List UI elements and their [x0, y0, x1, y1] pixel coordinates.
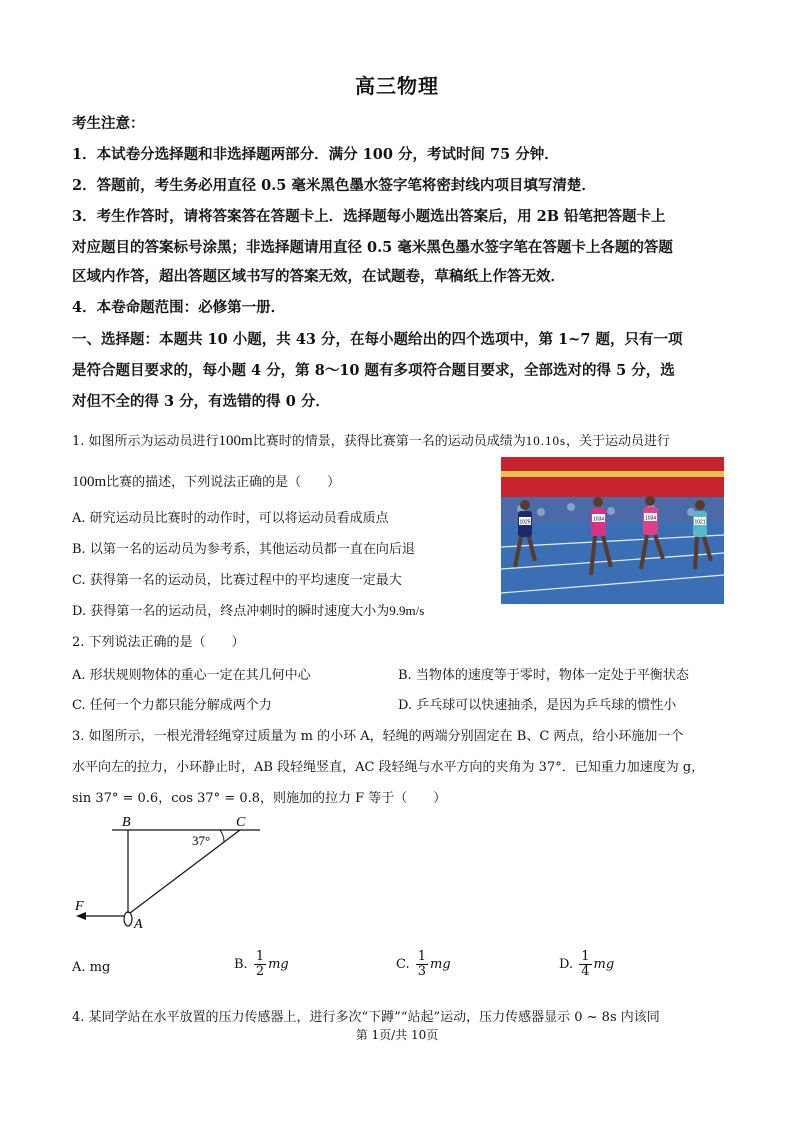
q3-option-a: A. mg: [72, 960, 111, 975]
q3-option-d-mg: mg: [593, 957, 615, 972]
rope-ac: [130, 830, 240, 913]
frac-den-d: 4: [581, 964, 590, 979]
ring-a: [124, 912, 132, 926]
race-photo-illustration: [501, 457, 724, 604]
q2-option-b: B. 当物体的速度等于零时，物体一定处于平衡状态: [398, 668, 689, 683]
q4-line-1: 4. 某同学站在水平放置的压力传感器上，进行多次“下蹲”“站起”运动，压力传感器显示 0 ~ 8s 内该同: [72, 1010, 660, 1025]
q1-line-1: [72, 430, 670, 450]
page-title: 高三物理: [355, 74, 439, 98]
label-angle: 37°: [192, 833, 211, 848]
q3-line-2: 水平向左的拉力，小环静止时，AB 段轻绳竖直，AC 段轻绳与水平方向的夹角为 37°．已知重力加速度为 g，: [72, 760, 705, 775]
q1-time: 10.10s: [525, 433, 567, 448]
q1-text-c: ，关于运动员进行: [566, 434, 671, 449]
notice-line-6: 4．本卷命题范围：必修第一册．: [72, 299, 286, 316]
q1-line-2: [72, 471, 340, 491]
q1-option-d-text: D. 获得第一名的运动员，终点冲刺时的瞬时速度大小为: [72, 604, 390, 619]
section-1-line-3: 对但不全的得 3 分，有选错的得 0 分．: [72, 393, 330, 410]
q3-line-3: sin 37° = 0.6，cos 37° = 0.8，则施加的拉力 F 等于（ ）: [72, 791, 447, 806]
label-f: F: [75, 899, 84, 914]
angle-arc: [220, 830, 224, 842]
bib-2: 1034: [592, 516, 605, 523]
q1-distance-2: 100m: [72, 474, 107, 490]
notice-line-2: 2．答题前，考生务必用直径 0.5 毫米黑色墨水签字笔将密封线内项目填写清楚．: [72, 177, 596, 194]
q2-option-d: D. 乒乓球可以快速抽杀，是因为乒乓球的惯性小: [398, 698, 677, 713]
q1-text-d: 比赛的描述，下列说法正确的是（ ）: [106, 475, 341, 490]
label-c: C: [236, 815, 246, 830]
q3-option-c-mg: mg: [430, 957, 451, 972]
q3-option-d: [559, 950, 614, 979]
frac-den-c: 3: [417, 964, 427, 979]
frac-num-d: 1: [581, 949, 590, 964]
q1-option-d: [72, 600, 424, 619]
q1-distance: 100m: [218, 433, 253, 449]
section-1-line-2: 是符合题目要求的，每小题 4 分，第 8～10 题有多项符合题目要求，全部选对的得 5 分，选: [72, 362, 675, 379]
q3-diagram: [70, 810, 270, 935]
bib-4: 1021: [694, 519, 706, 526]
notice-line-3: 3．考生作答时，请将答案答在答题卡上．选择题每小题选出答案后，用 2B 铅笔把答题卡上: [72, 208, 666, 225]
q1-speed-value: 9.9m/s: [389, 603, 425, 618]
q1-option-b: B. 以第一名的运动员为参考系，其他运动员都一直在向后退: [72, 542, 415, 557]
frac-den-b: 2: [255, 964, 265, 979]
q1-text-b: 比赛时的情景，获得比赛第一名的运动员成绩为: [252, 434, 526, 449]
notice-heading: 考生注意：: [72, 115, 145, 132]
q1-option-a: A. 研究运动员比赛时的动作时，可以将运动员看成质点: [72, 511, 389, 526]
notice-line-1: 1．本试卷分选择题和非选择题两部分．满分 100 分，考试时间 75 分钟．: [72, 146, 559, 163]
section-1-line-1: 一、选择题：本题共 10 小题，共 43 分，在每小题给出的四个选项中，第 1~7 题，只有一项: [72, 331, 683, 348]
notice-line-4: 对应题目的答案标号涂黑；非选择题请用直径 0.5 毫米黑色墨水签字笔在答题卡上各题的答题: [72, 239, 673, 256]
q2-option-a: A. 形状规则物体的重心一定在其几何中心: [72, 668, 311, 683]
q3-option-b-label: B.: [234, 957, 248, 972]
page-footer: 第 1页/共 10页: [355, 1028, 439, 1042]
frac-num-b: 1: [255, 949, 265, 964]
frac-num-c: 1: [417, 949, 427, 964]
q3-option-d-label: D.: [559, 957, 574, 972]
q3-option-b: [234, 950, 289, 979]
label-a: A: [134, 917, 143, 932]
bib-1: 1025: [519, 519, 531, 526]
race-photo: [501, 457, 724, 604]
q2-option-c: C. 任何一个力都只能分解成两个力: [72, 698, 272, 713]
q3-option-c-label: C.: [396, 957, 410, 972]
q1-option-c: C. 获得第一名的运动员，比赛过程中的平均速度一定最大: [72, 573, 402, 588]
q2-stem: 2. 下列说法正确的是（ ）: [72, 635, 245, 650]
q3-option-c: [396, 950, 451, 979]
q1-text-a: 1. 如图所示为运动员进行: [72, 434, 219, 449]
q3-option-c-frac: [416, 950, 428, 979]
notice-line-5: 区域内作答，超出答题区域书写的答案无效，在试题卷，草稿纸上作答无效．: [72, 268, 565, 285]
q3-option-b-mg: mg: [268, 957, 289, 972]
q3-option-b-frac: [254, 950, 266, 979]
bib-3: 1034: [644, 515, 657, 522]
label-b: B: [122, 815, 131, 830]
q3-option-d-frac: [579, 950, 591, 979]
q3-line-1: 3. 如图所示，一根光滑轻绳穿过质量为 m 的小环 A，轻绳的两端分别固定在 B、C 两点，给小环施加一个: [72, 729, 684, 744]
